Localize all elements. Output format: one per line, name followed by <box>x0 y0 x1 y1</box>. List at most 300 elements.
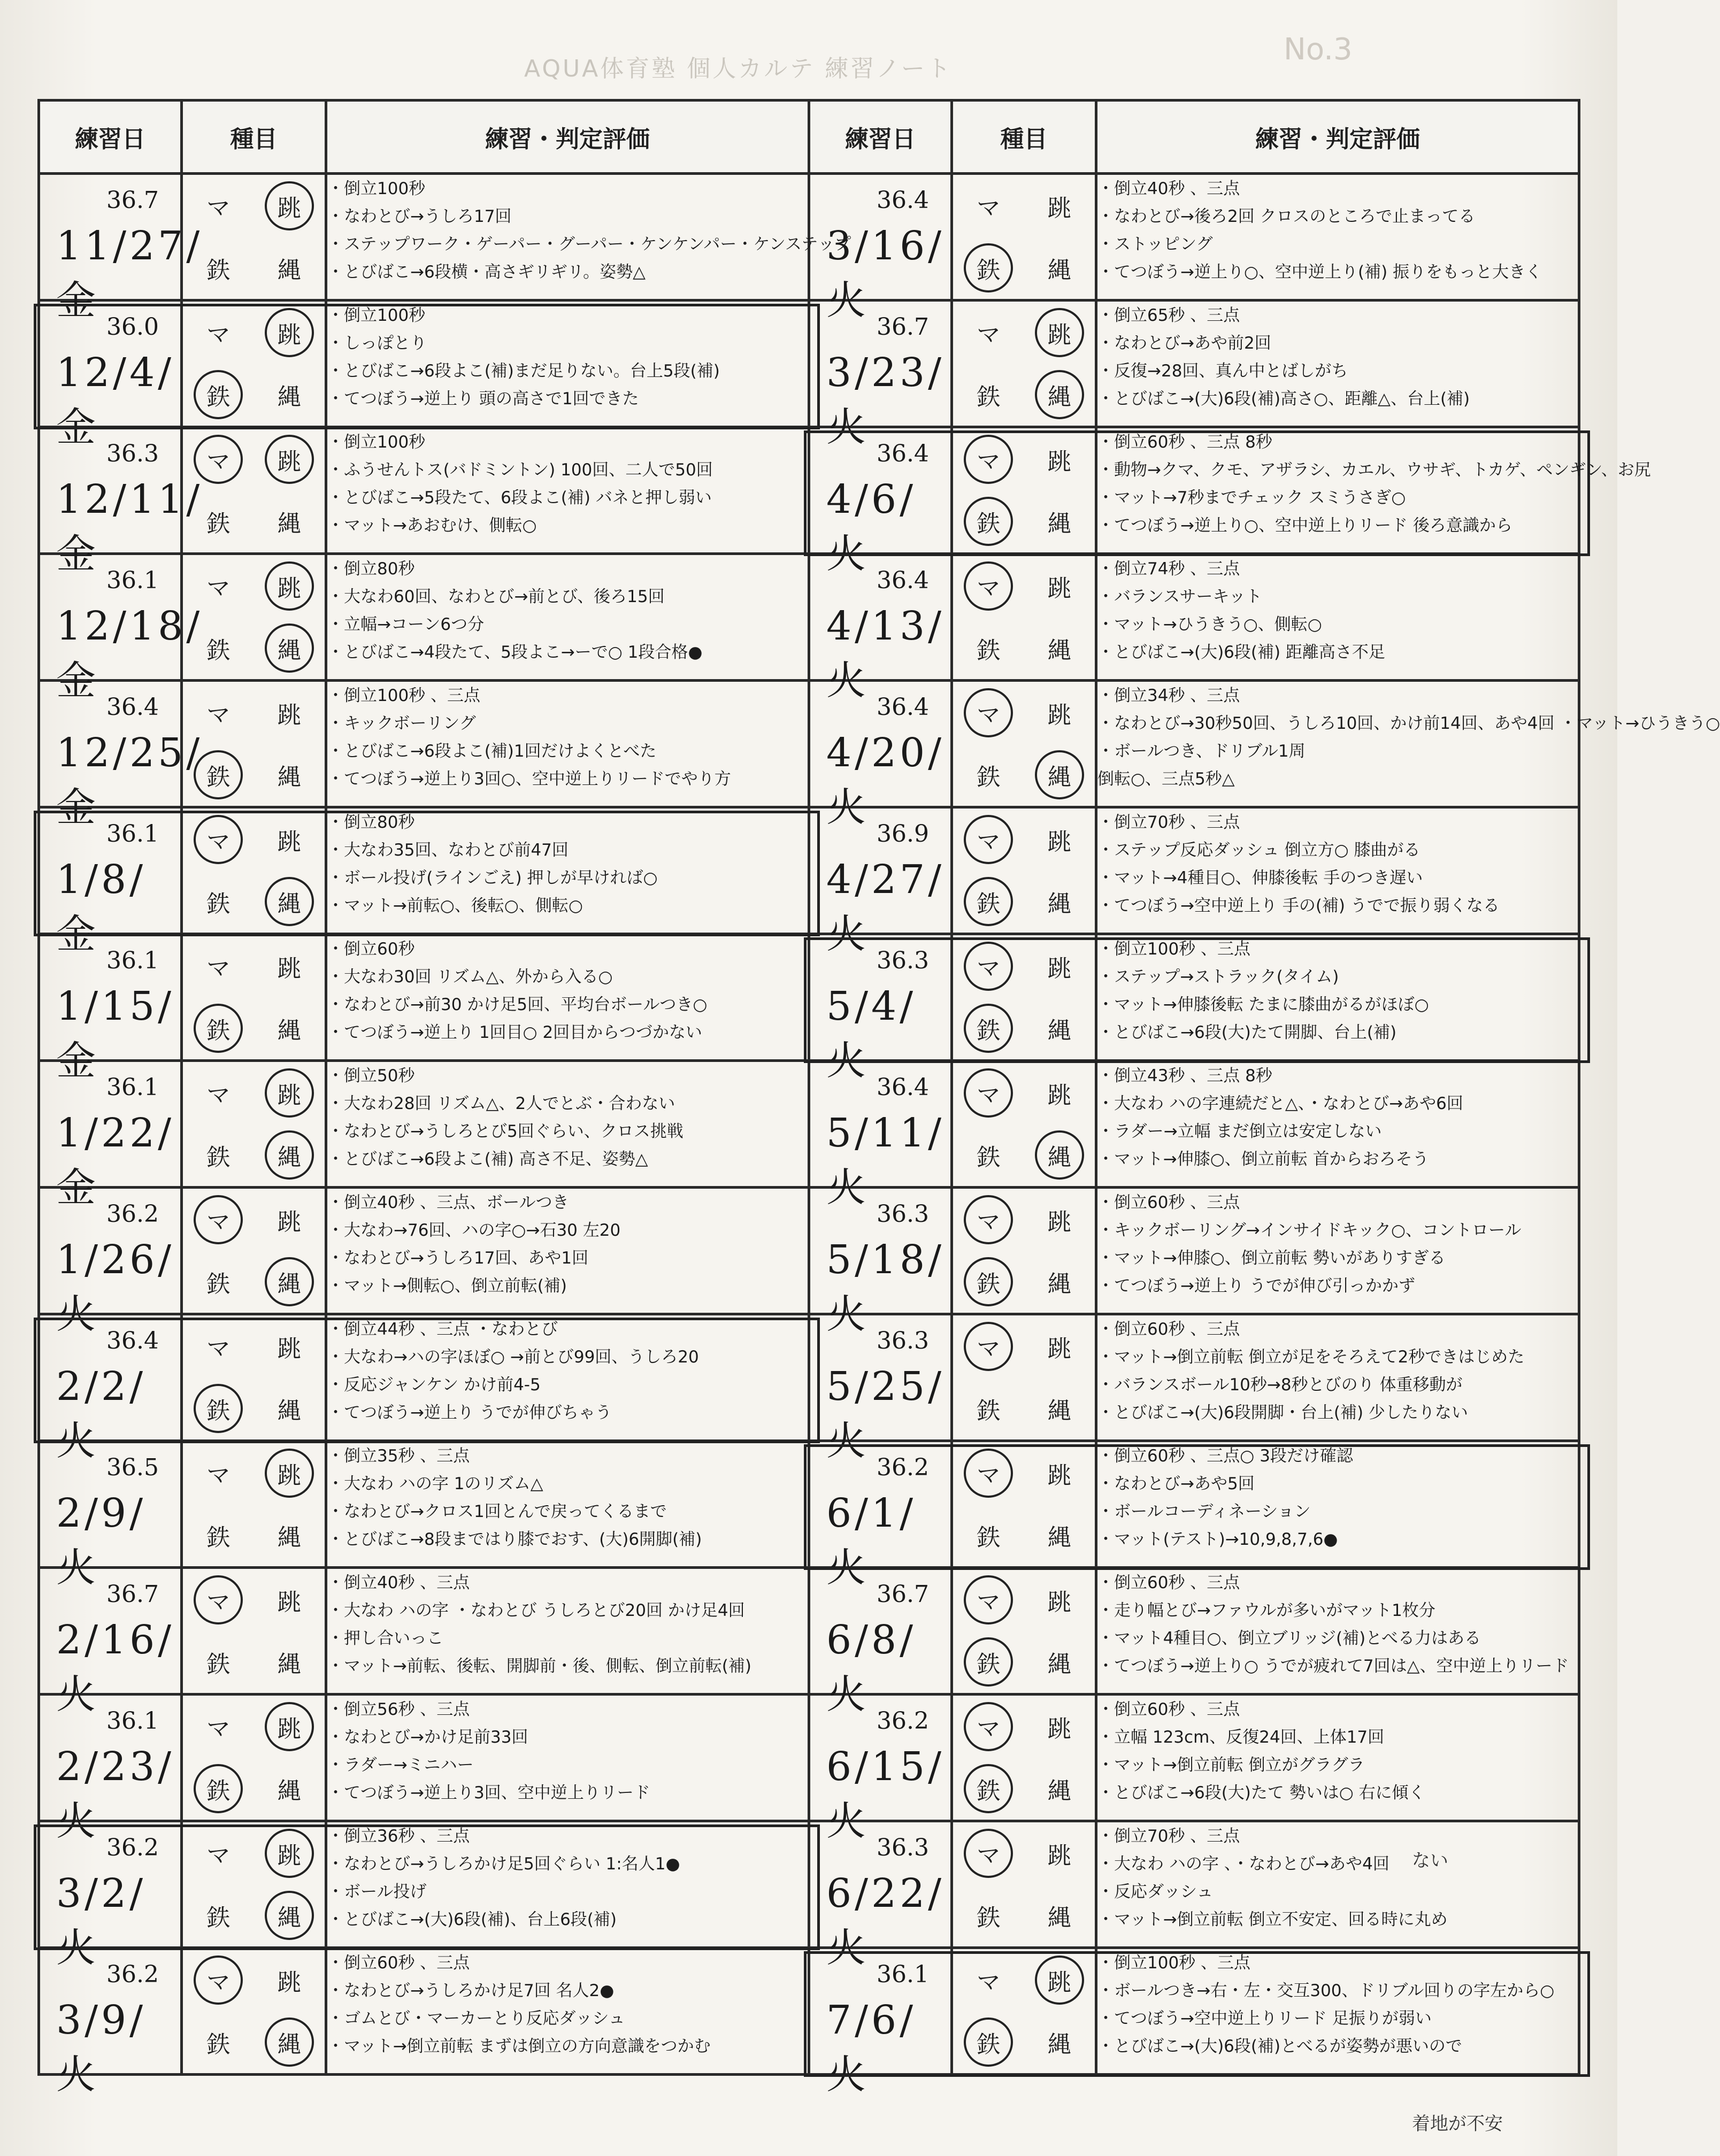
left-date-cell <box>39 1568 182 1718</box>
note-line: ・ボール投げ <box>327 1882 427 1901</box>
left-type-cell <box>182 1061 326 1188</box>
note-line: ・とびばこ→(大)6段(補)とべるが姿勢が悪いので <box>1097 2037 1462 2056</box>
right-date-cell <box>809 427 952 577</box>
note-line: ・マット→あおむけ、側転○ <box>327 516 537 535</box>
left-date-cell <box>39 1695 182 1844</box>
note-line: ・とびばこ→6段(大)たて 勢いは○ 右に傾く <box>1097 1783 1425 1803</box>
note-line: ・マット→7秒までチェック スミうさぎ○ <box>1097 488 1406 507</box>
right-type-cell <box>952 807 1096 934</box>
event-mark-nawa: 縄 <box>265 623 314 673</box>
note-line: ・倒立80秒 <box>327 813 415 832</box>
note-line: ・なわとび→前30 かけ足5回、平均台ボールつき○ <box>327 995 708 1014</box>
right-type-cell <box>952 1061 1096 1188</box>
temperature: 36.2 <box>106 1834 159 1861</box>
event-mark-tetsu: 鉄 <box>977 1904 1001 1931</box>
note-line: ・大なわ ハの字 1のリズム△ <box>327 1474 543 1493</box>
event-mark-ma: マ <box>194 815 243 864</box>
table-row <box>39 1441 1579 1568</box>
table-header-row <box>39 101 1579 174</box>
temperature: 36.4 <box>877 694 929 721</box>
note-line: ・倒立70秒 、三点 <box>1097 813 1240 832</box>
left-date-cell <box>39 554 203 704</box>
event-mark-nawa: 縄 <box>277 1524 301 1551</box>
left-type-cell <box>182 1188 326 1314</box>
practice-date: 4/27/火 <box>826 857 945 957</box>
event-mark-ma: マ <box>964 1322 1013 1371</box>
note-line: ・反応ダッシュ <box>1097 1882 1214 1901</box>
event-mark-ma: マ <box>194 1955 243 2005</box>
event-mark-tetsu: 鉄 <box>964 2018 1013 2067</box>
note-line: ・しっぽとり <box>327 334 427 353</box>
note-line: ・てつぼう→逆上り○、空中逆上り(補) 振りをもっと大きく <box>1097 263 1542 282</box>
left-date-cell <box>39 174 203 324</box>
note-line: ・倒立80秒 <box>327 559 415 579</box>
left-notes-cell <box>326 1568 809 1695</box>
note-line: ・ラダー→立幅 まだ倒立は安定しない <box>1097 1122 1382 1141</box>
note-line: ・なわとび→うしろかけ足7回 名人2● <box>327 1981 615 2000</box>
temperature: 36.4 <box>877 1074 929 1101</box>
left-notes-cell <box>326 1821 809 1948</box>
practice-date: 12/18/金 <box>56 603 203 704</box>
event-mark-cho: 跳 <box>1047 1589 1071 1616</box>
note-line: ・ラダー→ミニハー <box>327 1755 474 1775</box>
practice-date: 12/4/金 <box>56 350 175 450</box>
note-line: ・立幅 123cm、反復24回、上体17回 <box>1097 1728 1385 1747</box>
note-line: ・ボールコーディネーション <box>1097 1502 1311 1521</box>
event-mark-nawa: 縄 <box>1047 1524 1071 1551</box>
event-mark-nawa: 縄 <box>1035 750 1084 799</box>
right-type-cell <box>952 174 1096 301</box>
practice-date: 6/22/火 <box>826 1870 945 1971</box>
temperature: 36.5 <box>106 1454 159 1481</box>
right-date-cell <box>809 301 952 450</box>
right-type-cell <box>952 554 1096 681</box>
right-date-cell <box>809 1441 952 1591</box>
note-line: ・なわとび→あや5回 <box>1097 1474 1255 1493</box>
practice-date: 6/1/火 <box>826 1490 917 1591</box>
event-mark-nawa: 縄 <box>277 1017 301 1044</box>
practice-date: 5/4/火 <box>826 983 917 1084</box>
event-mark-cho: 跳 <box>277 702 301 729</box>
event-mark-ma: マ <box>206 195 231 222</box>
event-mark-tetsu: 鉄 <box>206 1270 231 1298</box>
practice-date: 1/15/金 <box>56 983 175 1084</box>
temperature: 36.4 <box>106 694 159 721</box>
note-line: ・とびばこ→8段まではり膝でおす、(大)6開脚(補) <box>327 1530 702 1549</box>
note-line: ・ゴムとび・マーカーとり反応ダッシュ <box>327 2009 625 2028</box>
temperature: 36.7 <box>106 1581 159 1608</box>
note-line: ・キックボーリング→インサイドキック○、コントロール <box>1097 1221 1522 1240</box>
note-line: ・てつぼう→逆上り 頭の高さで1回できた <box>327 389 639 409</box>
event-mark-cho: 跳 <box>1047 1462 1071 1489</box>
header-eval-left: 練習・判定評価 <box>326 101 809 174</box>
note-line: ・てつぼう→逆上り うでが伸び引っかかず <box>1097 1276 1415 1296</box>
note-line: ・倒立70秒 、三点 <box>1097 1827 1240 1846</box>
event-mark-cho: 跳 <box>1047 702 1071 729</box>
note-line: ・マット→伸膝後転 たまに膝曲がるがほぼ○ <box>1097 995 1429 1014</box>
note-line: ・マット→側転○、倒立前転(補) <box>327 1276 567 1296</box>
event-mark-tetsu: 鉄 <box>977 764 1001 791</box>
event-mark-nawa: 縄 <box>277 383 301 411</box>
event-mark-nawa: 縄 <box>1047 1651 1071 1678</box>
note-line: ・なわとび→うしろ17回、あや1回 <box>327 1249 589 1268</box>
event-mark-ma: マ <box>194 1195 243 1244</box>
event-mark-nawa: 縄 <box>1047 1904 1071 1931</box>
note-line: ・倒立40秒 、三点 <box>1097 179 1240 198</box>
event-mark-tetsu: 鉄 <box>206 257 231 284</box>
event-mark-cho: 跳 <box>265 1829 314 1878</box>
note-line: ・押し合いっこ <box>327 1629 443 1648</box>
note-line: ・とびばこ→6段よこ(補)1回だけよくとべた <box>327 742 657 761</box>
event-mark-tetsu: 鉄 <box>206 510 231 537</box>
event-mark-ma: マ <box>964 942 1013 991</box>
left-date-cell <box>39 427 203 577</box>
event-mark-ma: マ <box>964 688 1013 737</box>
note-line: ・大なわ28回 リズム△、2人でとぶ・合わない <box>327 1094 675 1113</box>
event-mark-ma: マ <box>964 1829 1013 1878</box>
temperature: 36.1 <box>106 820 159 848</box>
event-mark-tetsu: 鉄 <box>206 1651 231 1678</box>
left-notes-cell <box>326 554 809 681</box>
event-mark-ma: マ <box>964 1449 1013 1498</box>
note-line: ・なわとび→30秒50回、うしろ10回、かけ前14回、あや4回 ・マット→ひうきう○ <box>1097 714 1720 733</box>
temperature: 36.2 <box>877 1707 929 1735</box>
table-row <box>39 1948 1579 2075</box>
faint-page-mark: No.3 <box>1284 32 1353 67</box>
temperature: 36.3 <box>877 1834 929 1861</box>
event-mark-cho: 跳 <box>1047 1715 1071 1743</box>
right-notes-cell <box>1096 1188 1579 1314</box>
event-mark-ma: マ <box>964 435 1013 484</box>
left-type-cell <box>182 934 326 1061</box>
event-mark-tetsu: 鉄 <box>206 890 231 918</box>
note-line: ・倒立60秒 <box>327 940 415 959</box>
event-mark-tetsu: 鉄 <box>206 1524 231 1551</box>
note-line: ・マット→前転、後転、開脚前・後、側転、倒立前転(補) <box>327 1657 751 1676</box>
note-line: ・マット→倒立前転 まずは倒立の方向意識をつかむ <box>327 2037 711 2056</box>
right-notes-cell <box>1096 1314 1579 1441</box>
event-mark-ma: マ <box>206 575 231 602</box>
temperature: 36.9 <box>877 820 929 848</box>
practice-date: 4/20/火 <box>826 730 945 830</box>
practice-date: 1/8/金 <box>56 857 147 957</box>
note-line: ・マット→前転○、後転○、側転○ <box>327 896 583 915</box>
note-line: ・反復→28回、真ん中とばしがち <box>1097 361 1348 381</box>
note-line: ・大なわ ハの字連続だと△、・なわとび→あや6回 <box>1097 1094 1463 1113</box>
note-line: ・ステップワーク・ゲーパー・グーパー・ケンケンパー・ケンステップ <box>327 235 851 254</box>
note-line: ・てつぼう→逆上り うでが伸びちゃう <box>327 1403 612 1422</box>
event-mark-ma: マ <box>206 1082 231 1109</box>
event-mark-ma: マ <box>964 1195 1013 1244</box>
note-line: ・倒立60秒 、三点○ 3段だけ確認 <box>1097 1446 1353 1466</box>
practice-date: 11/27/金 <box>56 223 203 324</box>
note-line: ・マット4種目○、倒立ブリッジ(補)とべる力はある <box>1097 1629 1481 1648</box>
temperature: 36.4 <box>877 440 929 467</box>
right-date-cell <box>809 1568 952 1718</box>
right-notes-cell <box>1096 1568 1579 1695</box>
note-line: ・倒立44秒 、三点 ・なわとび <box>327 1320 558 1339</box>
faint-printed-header: AQUA体育塾 個人カルテ 練習ノート <box>524 55 953 82</box>
temperature: 36.3 <box>877 1200 929 1228</box>
event-mark-tetsu: 鉄 <box>206 1904 231 1931</box>
event-mark-cho: 跳 <box>277 1969 301 1996</box>
note-line: ・倒立65秒 、三点 <box>1097 306 1240 325</box>
right-type-cell <box>952 1948 1096 2075</box>
practice-date: 4/13/火 <box>826 603 945 704</box>
event-mark-tetsu: 鉄 <box>964 877 1013 926</box>
note-line: ・倒立100秒 、三点 <box>1097 1953 1251 1973</box>
left-date-cell <box>39 1948 182 2098</box>
note-line: ・大なわ→ハの字ほぼ○ →前とび99回、うしろ20 <box>327 1348 699 1367</box>
table-row <box>39 174 1579 301</box>
right-notes-cell <box>1096 681 1720 807</box>
right-date-cell <box>809 1948 952 2098</box>
left-notes-cell <box>326 807 809 934</box>
temperature: 36.3 <box>877 947 929 974</box>
left-date-cell <box>39 807 182 957</box>
left-notes-cell <box>326 1314 809 1441</box>
note-line: ・倒立56秒 、三点 <box>327 1700 470 1719</box>
table-row <box>39 1061 1579 1188</box>
event-mark-cho: 跳 <box>265 561 314 611</box>
note-line: ・とびばこ→6段よこ(補) 高さ不足、姿勢△ <box>327 1150 648 1169</box>
left-notes-cell <box>326 934 809 1061</box>
event-mark-ma: マ <box>206 1715 231 1743</box>
event-mark-tetsu: 鉄 <box>964 243 1013 292</box>
note-line: ・動物→クマ、クモ、アザラシ、カエル、ウサギ、トカゲ、ペンギン、お尻 <box>1097 460 1651 480</box>
note-line: ・バランスボール10秒→8秒とびのり 体重移動が <box>1097 1375 1463 1395</box>
practice-date: 12/11/金 <box>56 476 203 577</box>
header-date-right: 練習日 <box>809 101 952 174</box>
table-row <box>39 1188 1579 1314</box>
note-line: ・倒立100秒 <box>327 306 426 325</box>
left-type-cell <box>182 1441 326 1568</box>
practice-date: 1/22/金 <box>56 1110 175 1211</box>
event-mark-ma: マ <box>977 195 1001 222</box>
event-mark-nawa: 縄 <box>1047 1397 1071 1424</box>
event-mark-nawa: 縄 <box>265 2018 314 2067</box>
event-mark-cho: 跳 <box>1047 575 1071 602</box>
event-mark-nawa: 縄 <box>277 764 301 791</box>
right-type-cell <box>952 1441 1096 1568</box>
note-line: ・大なわ ハの字 、・なわとび→あや4回 <box>1097 1854 1389 1874</box>
event-mark-nawa: 縄 <box>1047 257 1071 284</box>
left-type-cell <box>182 301 326 427</box>
event-mark-tetsu: 鉄 <box>977 637 1001 664</box>
temperature: 36.3 <box>877 1327 929 1354</box>
left-date-cell <box>39 1441 182 1591</box>
note-line: ・大なわ35回、なわとび前47回 <box>327 841 569 860</box>
event-mark-tetsu: 鉄 <box>964 1004 1013 1053</box>
practice-date: 6/15/火 <box>826 1744 945 1844</box>
left-notes-cell <box>326 174 851 301</box>
practice-date: 3/2/火 <box>56 1870 147 1971</box>
event-mark-ma: マ <box>964 815 1013 864</box>
right-notes-cell <box>1096 427 1651 554</box>
left-notes-cell <box>326 1948 809 2075</box>
right-date-cell <box>809 681 952 830</box>
table-row <box>39 1695 1579 1821</box>
right-date-cell <box>809 934 952 1084</box>
note-line: ・とびばこ→(大)6段(補)、台上6段(補) <box>327 1910 617 1929</box>
event-mark-ma: マ <box>206 1335 231 1362</box>
event-mark-ma: マ <box>206 1462 231 1489</box>
note-line: ・バランスサーキット <box>1097 587 1262 606</box>
event-mark-cho: 跳 <box>1035 1955 1084 2005</box>
left-notes-cell <box>326 1441 809 1568</box>
left-type-cell <box>182 1568 326 1695</box>
note-line: ・なわとび→うしろとび5回ぐらい、クロス挑戦 <box>327 1122 684 1141</box>
note-line: ・てつぼう→逆上り 1回目○ 2回目からつづかない <box>327 1023 702 1042</box>
note-line: ・倒立60秒 、三点 8秒 <box>1097 433 1272 452</box>
right-type-cell <box>952 934 1096 1061</box>
event-mark-tetsu: 鉄 <box>194 1384 243 1433</box>
event-mark-cho: 跳 <box>265 1702 314 1751</box>
table-row <box>39 301 1579 427</box>
event-mark-cho: 跳 <box>1047 1208 1071 1236</box>
left-date-cell <box>39 1188 182 1337</box>
left-notes-cell <box>326 1695 809 1821</box>
note-line: ・ストッピング <box>1097 235 1213 254</box>
practice-date: 2/16/火 <box>56 1617 175 1718</box>
note-line: ・倒立36秒 、三点 <box>327 1827 470 1846</box>
right-date-cell <box>809 1695 952 1844</box>
temperature: 36.7 <box>106 187 159 214</box>
note-line: ・倒立60秒 、三点 <box>327 1953 470 1973</box>
right-date-cell <box>809 174 952 324</box>
note-line: ・マット→ひうきう○、側転○ <box>1097 615 1322 634</box>
event-mark-ma: マ <box>977 321 1001 349</box>
event-mark-nawa: 縄 <box>1047 890 1071 918</box>
right-type-cell <box>952 301 1096 427</box>
note-line: ・とびばこ→(大)6段(補)高さ○、距離△、台上(補) <box>1097 389 1470 409</box>
note-line: ・てつぼう→逆上り○ うでが疲れて7回は△、空中逆上りリード <box>1097 1657 1569 1676</box>
note-line: ・キックボーリング <box>327 714 476 733</box>
event-mark-tetsu: 鉄 <box>194 1004 243 1053</box>
note-line: ・なわとび→かけ足前33回 <box>327 1728 528 1747</box>
event-mark-tetsu: 鉄 <box>964 1764 1013 1813</box>
note-line: ・ボールつき→右・左・交互300、ドリブル回りの字左から○ <box>1097 1981 1555 2000</box>
left-date-cell <box>39 1061 182 1211</box>
margin-note-row14: ない <box>1412 1850 1448 1872</box>
note-line: ・てつぼう→空中逆上りリード 足振りが弱い <box>1097 2009 1432 2028</box>
note-line: ・倒立34秒 、三点 <box>1097 686 1240 705</box>
temperature: 36.4 <box>877 567 929 594</box>
practice-date: 4/6/火 <box>826 476 917 577</box>
note-line: ・マット→4種目○、伸膝後転 手のつき遅い <box>1097 868 1423 888</box>
note-line: ・反応ジャンケン かけ前4-5 <box>327 1375 541 1395</box>
event-mark-ma: マ <box>977 1969 1001 1996</box>
table-row <box>39 807 1579 934</box>
note-line: ・マット→倒立前転 倒立不安定、回る時に丸め <box>1097 1910 1448 1929</box>
temperature: 36.7 <box>877 313 929 341</box>
event-mark-tetsu: 鉄 <box>194 750 243 799</box>
temperature: 36.4 <box>106 1327 159 1354</box>
event-mark-tetsu: 鉄 <box>977 1524 1001 1551</box>
note-line: ・大なわ30回 リズム△、外から入る○ <box>327 967 613 987</box>
note-line: ・マット(テスト)→10,9,8,7,6● <box>1097 1530 1338 1549</box>
event-mark-nawa: 縄 <box>1047 510 1071 537</box>
left-date-cell <box>39 934 182 1084</box>
practice-date: 5/18/火 <box>826 1237 945 1337</box>
left-date-cell <box>39 301 182 450</box>
event-mark-nawa: 縄 <box>265 1891 314 1940</box>
note-line: 倒転○、三点5秒△ <box>1097 769 1235 789</box>
note-line: ・倒立100秒 <box>327 179 426 198</box>
event-mark-nawa: 縄 <box>1035 1130 1084 1180</box>
temperature: 36.2 <box>877 1454 929 1481</box>
note-line: ・なわとび→後ろ2回 クロスのところで止まってる <box>1097 207 1476 226</box>
left-date-cell <box>39 1314 182 1464</box>
right-type-cell <box>952 1188 1096 1314</box>
event-mark-cho: 跳 <box>1047 1335 1071 1362</box>
event-mark-nawa: 縄 <box>1047 2031 1071 2058</box>
temperature: 36.3 <box>106 440 159 467</box>
practice-date: 3/23/火 <box>826 350 945 450</box>
note-line: ・マット→伸膝○、倒立前転 首からおろそう <box>1097 1150 1429 1169</box>
left-type-cell <box>182 681 326 807</box>
practice-date: 6/8/火 <box>826 1617 917 1718</box>
right-type-cell <box>952 1314 1096 1441</box>
left-type-cell <box>182 807 326 934</box>
event-mark-nawa: 縄 <box>1035 370 1084 419</box>
note-line: ・とびばこ→6段横・高さギリギリ。姿勢△ <box>327 263 646 282</box>
event-mark-nawa: 縄 <box>277 1397 301 1424</box>
right-notes-cell <box>1096 174 1579 301</box>
right-notes-cell <box>1096 1695 1579 1821</box>
event-mark-ma: マ <box>964 1068 1013 1118</box>
event-mark-ma: マ <box>194 435 243 484</box>
note-line: ・倒立40秒 、三点 <box>327 1573 470 1592</box>
event-mark-nawa: 縄 <box>1047 1017 1071 1044</box>
note-line: ・なわとび→うしろかけ足5回ぐらい 1:名人1● <box>327 1854 680 1874</box>
right-notes-cell <box>1096 1948 1579 2075</box>
note-line: ・マット→倒立前転 倒立がグラグラ <box>1097 1755 1365 1775</box>
event-mark-cho: 跳 <box>265 435 314 484</box>
note-line: ・とびばこ→4段たて、5段よこ→ーで○ 1段合格● <box>327 643 703 662</box>
event-mark-tetsu: 鉄 <box>194 1764 243 1813</box>
right-date-cell <box>809 1821 952 1971</box>
table-row <box>39 427 1579 554</box>
right-date-cell <box>809 1314 952 1464</box>
event-mark-cho: 跳 <box>277 828 301 856</box>
note-line: ・倒立40秒 、三点、ボールつき <box>327 1193 569 1212</box>
right-notes-cell <box>1096 1061 1579 1188</box>
event-mark-ma: マ <box>206 702 231 729</box>
practice-date: 7/6/火 <box>826 1997 917 2098</box>
note-line: ・倒立43秒 、三点 8秒 <box>1097 1066 1272 1085</box>
note-line: ・倒立60秒 、三点 <box>1097 1573 1240 1592</box>
note-line: ・ステップ→ストラック(タイム) <box>1097 967 1339 987</box>
header-eval-right: 練習・判定評価 <box>1096 101 1579 174</box>
event-mark-cho: 跳 <box>277 1335 301 1362</box>
right-date-cell <box>809 807 952 957</box>
note-line: ・倒立100秒 <box>327 433 426 452</box>
left-notes-cell <box>326 301 809 427</box>
table-row <box>39 554 1579 681</box>
temperature: 36.1 <box>106 567 159 594</box>
right-type-cell <box>952 427 1096 554</box>
right-date-cell <box>809 1188 952 1337</box>
note-line: ・てつぼう→逆上り3回○、空中逆上りリードでやり方 <box>327 769 731 789</box>
practice-date: 2/23/火 <box>56 1744 175 1844</box>
note-line: ・とびばこ→6段よこ(補)まだ足りない。台上5段(補) <box>327 361 720 381</box>
event-mark-nawa: 縄 <box>1047 1270 1071 1298</box>
event-mark-cho: 跳 <box>277 1589 301 1616</box>
note-line: ・とびばこ→(大)6段開脚・台上(補) 少したりない <box>1097 1403 1468 1422</box>
note-line: ・立幅→コーン6つ分 <box>327 615 485 634</box>
event-mark-tetsu: 鉄 <box>977 1397 1001 1424</box>
